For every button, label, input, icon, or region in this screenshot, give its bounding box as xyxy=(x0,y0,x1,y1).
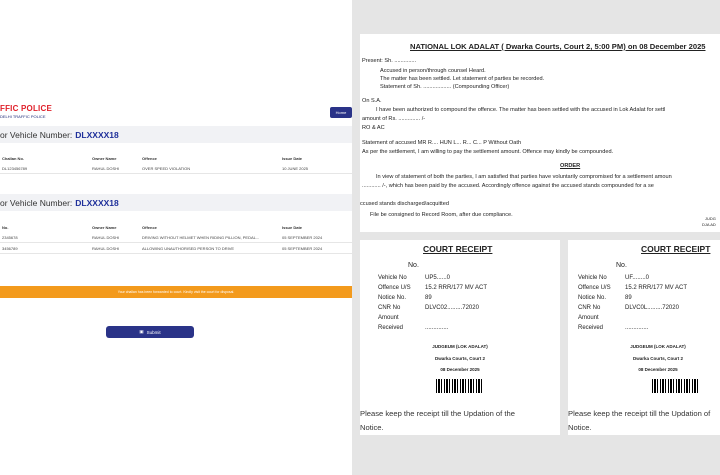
order-line: Statement of Sh. .................. (Compounding Officer) xyxy=(380,84,510,90)
table-row[interactable] xyxy=(0,243,352,254)
order-line: On S.A. xyxy=(362,98,382,104)
lok-adalat-order xyxy=(360,34,720,232)
receipt-title: COURT RECEIPT xyxy=(641,244,711,254)
field-label: Offence U/S xyxy=(578,285,611,291)
logo-subtext: DELHI TRAFFIC POLICE xyxy=(0,114,46,119)
judge-sign: DJA AD xyxy=(702,222,716,227)
col-offence: Offence xyxy=(142,155,157,161)
field-label: Received xyxy=(578,325,604,331)
note-line: Notice. xyxy=(360,423,384,432)
order-title: NATIONAL LOK ADALAT ( Dwarka Courts, Court 2, 5:00 PM) on 08 December 2025 xyxy=(410,42,706,51)
court-receipt xyxy=(360,240,560,435)
court-notice-banner: Your challan has been forwarded to court. Kindly visit the court for disposal. xyxy=(0,286,352,298)
field-value: DLVC02.........72020 xyxy=(425,305,479,311)
col-challan: Challan No. xyxy=(2,155,25,161)
court-receipt xyxy=(568,240,720,435)
pending-challan-table xyxy=(0,222,352,254)
receipt-court: JUDGEUM (LOK ADALAT) xyxy=(630,344,686,349)
cell: 2345678 xyxy=(2,234,18,240)
col-owner: Owner Name xyxy=(92,224,117,230)
order-line: Present: Sh. .............. xyxy=(362,58,417,64)
field-value: .............. xyxy=(425,325,449,331)
barcode-icon xyxy=(436,379,484,393)
receipt-no: No. xyxy=(408,262,419,269)
order-line: As per the settlement, I am willing to pay the settlement amount. Offence may kindly be compounded. xyxy=(362,149,614,155)
receipt-note xyxy=(360,407,515,435)
vehicle-number: DLXXXX18 xyxy=(75,197,119,208)
order-line: amount of Rs. .............. /- xyxy=(362,116,426,122)
card-icon: ▣ xyxy=(139,329,144,334)
cell: DRIVING WITHOUT HELMET WHEN RIDING PILLION, PEDAL... xyxy=(142,234,260,240)
note-line: Please keep the receipt till the Updation of xyxy=(568,409,711,418)
cell: DL123456789 xyxy=(2,165,28,171)
field-value: DLVC0L.........72020 xyxy=(625,305,679,311)
cell: ALLOWING UNAUTHORISED PERSON TO DRIVE xyxy=(142,245,235,251)
col-owner: Owner Name xyxy=(92,155,117,161)
order-line: Statement of accused MR R.... HUN L... R... C... P Without Oath xyxy=(362,140,522,146)
order-line: The matter has been settled. Let statement of parties be recorded. xyxy=(380,76,545,82)
field-label: Notice No. xyxy=(578,295,607,301)
receipt-note xyxy=(568,407,710,435)
receipt-no: No. xyxy=(616,262,627,269)
field-label: Notice No. xyxy=(378,295,407,301)
home-button[interactable]: Home xyxy=(330,107,352,118)
field-label: CNR No xyxy=(378,305,401,311)
portal-logo xyxy=(0,104,52,119)
col-offence: Offence xyxy=(142,224,157,230)
field-value: UP5......0 xyxy=(425,275,451,281)
field-value: .............. xyxy=(625,325,649,331)
receipt-court-location: Dwarka Courts, Court 2 xyxy=(632,356,683,361)
field-value: UF........0 xyxy=(625,275,650,281)
col-date: Issue Date xyxy=(282,224,303,230)
field-label: CNR No xyxy=(578,305,601,311)
field-label: Vehicle No xyxy=(578,275,607,281)
cell: OVER SPEED VIOLATION xyxy=(142,165,191,171)
logo-text: FFIC POLICE xyxy=(0,104,52,113)
cell: RAHUL DOSHI xyxy=(92,245,120,251)
field-value: 89 xyxy=(425,295,432,301)
col-date: Issue Date xyxy=(282,155,303,161)
order-line: I have been authorized to compound the offence. The matter has been settled with the accused in Lok Adalat for settl xyxy=(376,107,666,113)
submit-button[interactable] xyxy=(106,326,194,338)
cell: 3456789 xyxy=(2,245,18,251)
order-line: File be consigned to Record Room, after due compliance. xyxy=(370,212,513,218)
judge-sign: JUDG xyxy=(705,216,716,221)
note-line: Notice. xyxy=(568,423,592,432)
order-line: RO & AC xyxy=(362,125,385,131)
table-header xyxy=(0,222,352,232)
cell: 10 JUNE 2025 xyxy=(282,165,309,171)
table-row[interactable] xyxy=(0,163,352,174)
table-row[interactable] xyxy=(0,232,352,243)
order-line: ccused stands discharged/acquitted xyxy=(360,201,449,207)
receipt-date: 08 December 2025 xyxy=(638,367,678,372)
challan-table xyxy=(0,153,352,174)
vehicle-label: or Vehicle Number: xyxy=(0,197,73,208)
field-value: 89 xyxy=(625,295,632,301)
submit-label: Submit xyxy=(146,329,161,335)
receipt-title: COURT RECEIPT xyxy=(423,244,493,254)
receipt-court-location: Dwarka Courts, Court 2 xyxy=(434,356,485,361)
table-header xyxy=(0,153,352,163)
vehicle-number-bar xyxy=(0,126,352,143)
receipt-date: 08 December 2025 xyxy=(440,367,480,372)
field-label: Offence U/S xyxy=(378,285,411,291)
cell: RAHUL DOSHI xyxy=(92,165,120,171)
order-line: ............ /-, which has been paid by the accused. Accordingly offence against the accused stands compounded for a se xyxy=(362,183,654,189)
order-heading: ORDER xyxy=(560,163,581,169)
field-label: Amount xyxy=(578,315,599,321)
vehicle-number: DLXXXX18 xyxy=(75,129,119,140)
field-label: Amount xyxy=(378,315,399,321)
court-documents xyxy=(352,0,720,475)
challan-portal xyxy=(0,0,352,475)
note-line: Please keep the receipt till the Updation of the xyxy=(360,409,515,418)
order-line: In view of statement of both the parties, I am satisfied that parties have voluntarily compromised for a settlement amoun xyxy=(376,174,672,180)
order-line: Accused in person/through counsel Heard. xyxy=(380,68,486,74)
cell: RAHUL DOSHI xyxy=(92,234,120,240)
cell: 05 SEPTEMBER 2024 xyxy=(282,245,323,251)
barcode-icon xyxy=(652,379,700,393)
receipt-court: JUDGEUM (LOK ADALAT) xyxy=(432,344,488,349)
field-value: 15.2 RRR/177 MV ACT xyxy=(625,285,688,291)
cell: 05 SEPTEMBER 2024 xyxy=(282,234,323,240)
field-label: Vehicle No xyxy=(378,275,407,281)
field-label: Received xyxy=(378,325,404,331)
vehicle-label: or Vehicle Number: xyxy=(0,129,73,140)
field-value: 15.2 RRR/177 MV ACT xyxy=(425,285,488,291)
vehicle-number-bar xyxy=(0,194,352,211)
col-challan: No. xyxy=(2,224,9,230)
